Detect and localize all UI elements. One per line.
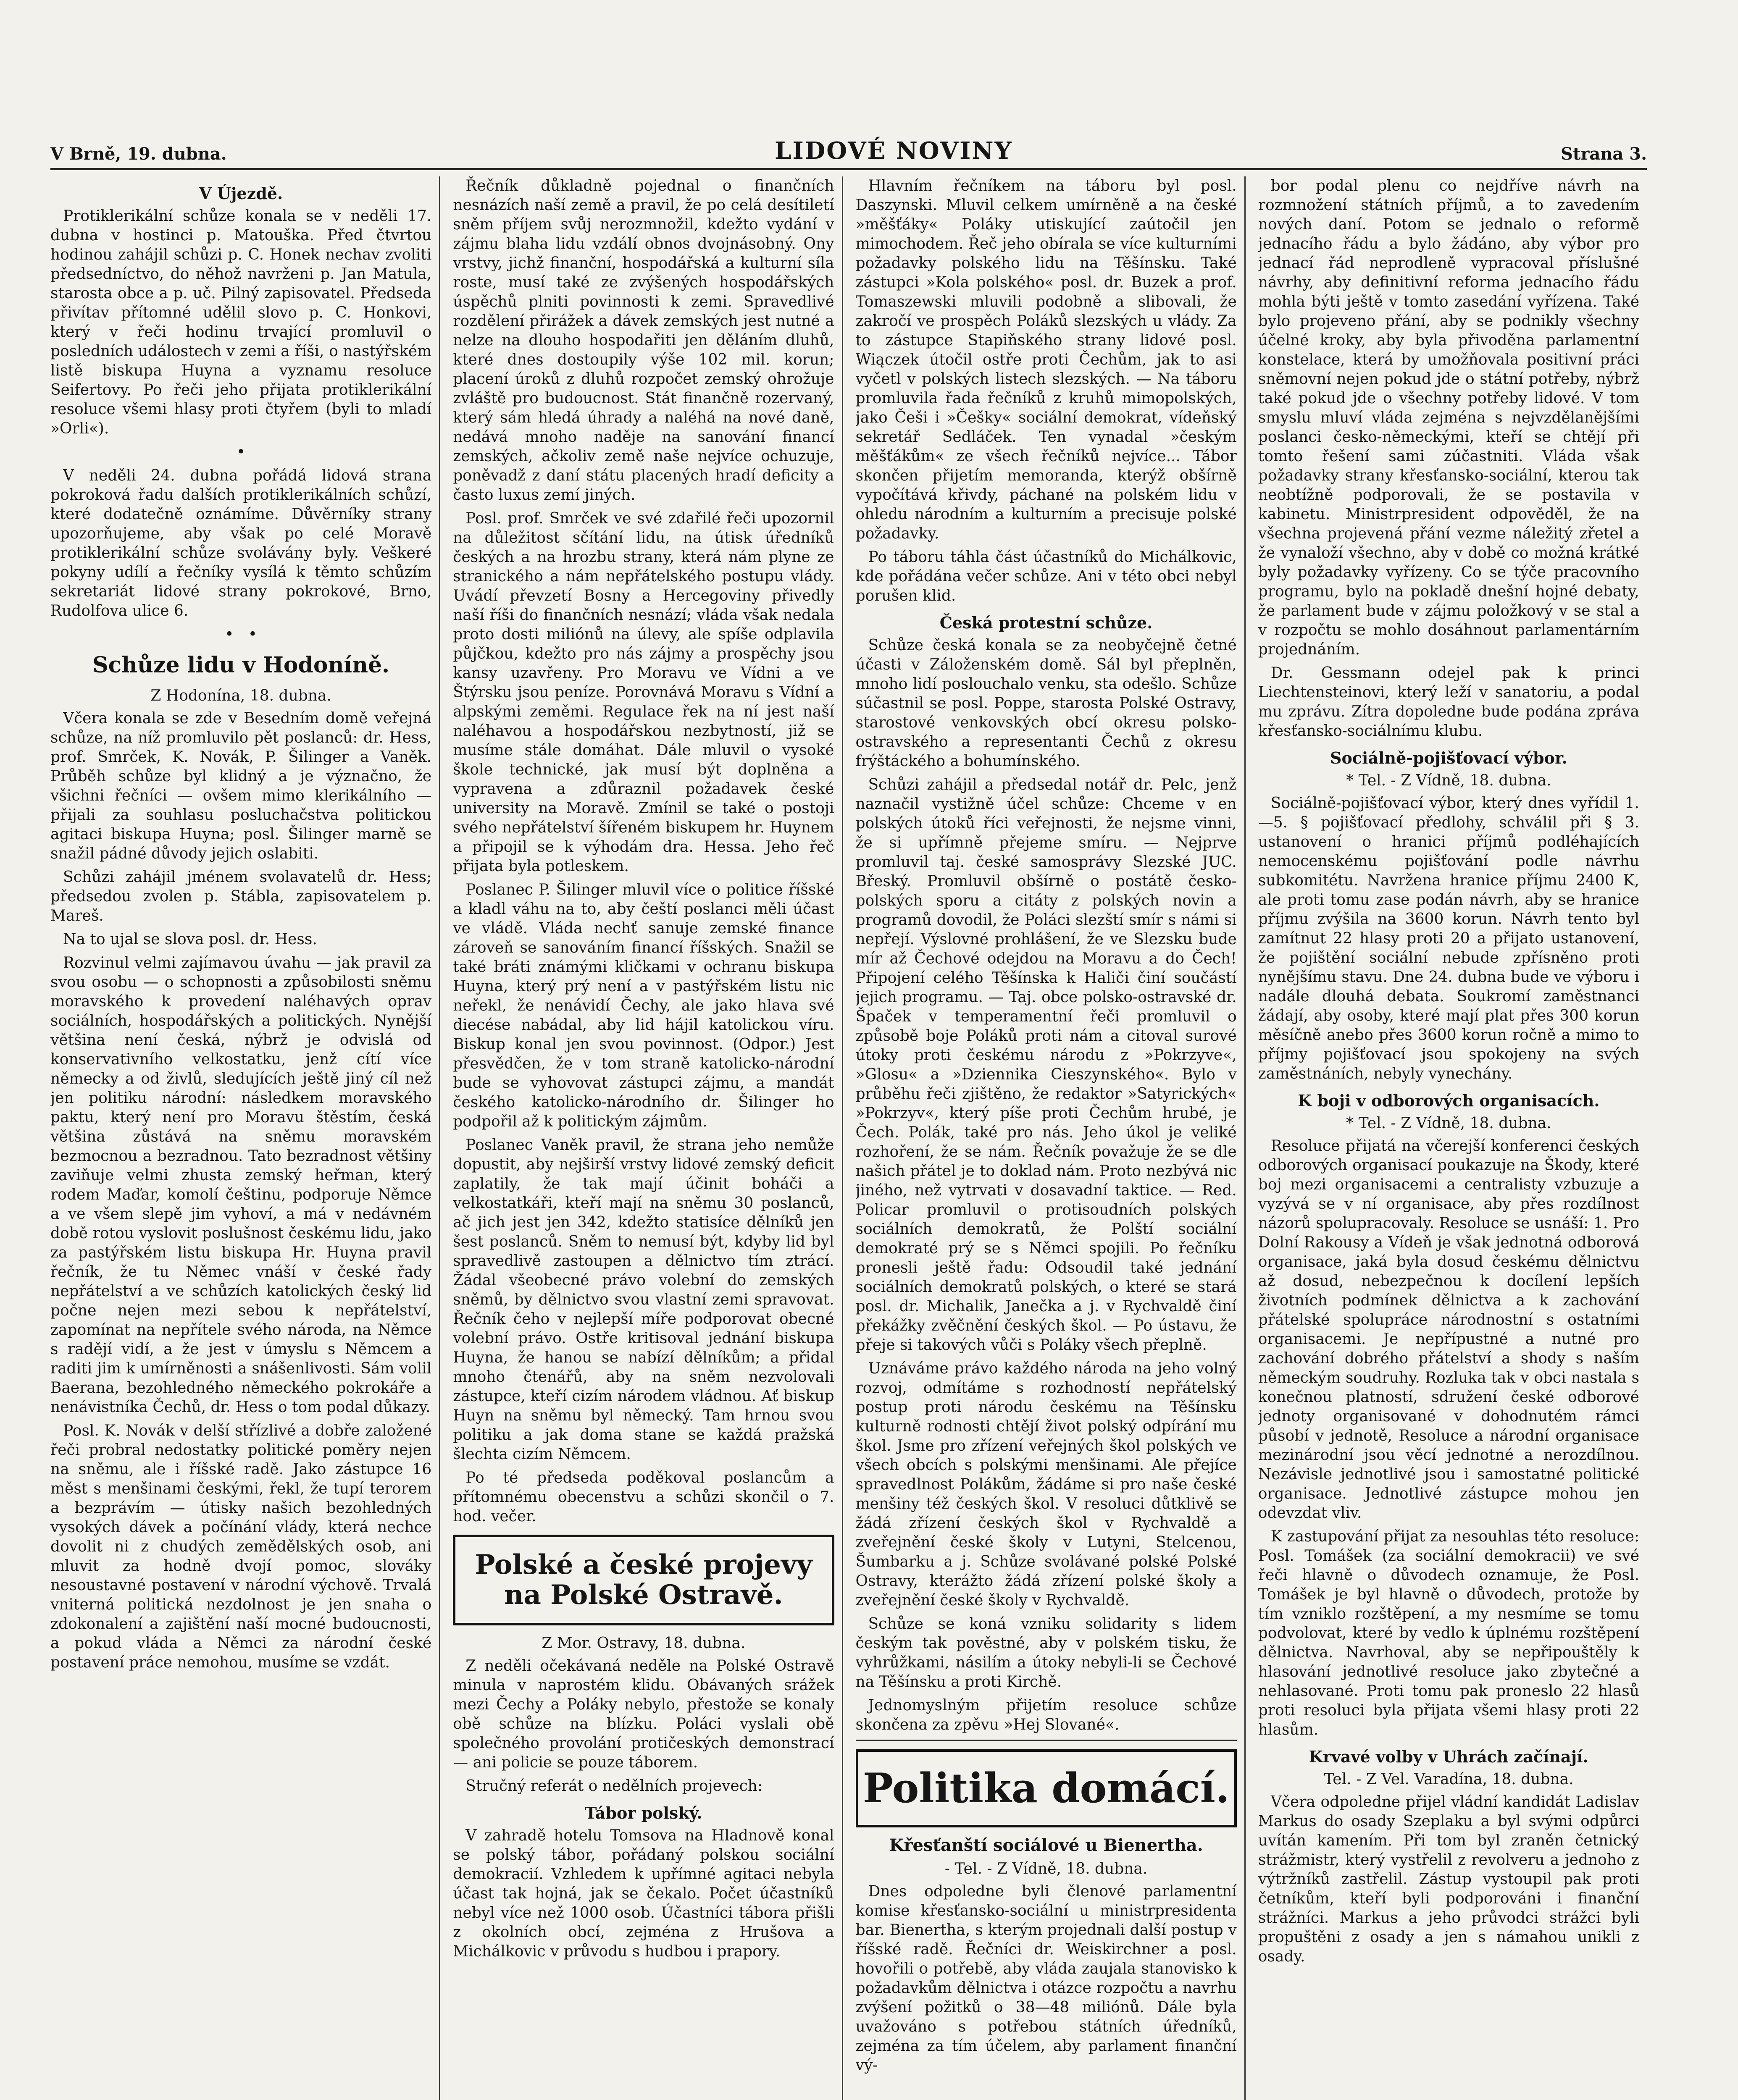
article-paragraph: Jednomyslným přijetím resoluce schůze skončena za zpěvu »Hej Slované«. <box>855 1697 1237 1733</box>
section-divider <box>856 1740 1237 1741</box>
article-paragraph: Hlavním řečníkem na táboru byl posl. Daszynski. Mluvil celkem umírněně a na české »měšťáky« Poláky utiskující zaútočil jen mimochodem. Řeč jeho obírala se více kulturními požadavky polského lidu na Těšínsku. Také zástupci »Kola polského« posl. dr. Buzek a prof. Tomaszewski mluvili podobně a slibovali, že zakročí ve prospěch Poláků slezských u vlády. Za to zástupce Stapiňského strany lidové posl. Wiączek útočil ostře proti Čechům, jak to asi vyčetl v polských listech slezských. — Na táboru promluvila řada řečníků z kruhů mimopolských, jako Češi i »Češky« sociální demokrat, vídeňský sekretář Sedláček. Ten vynadal »českým měšťákům« ze všech řečníků nejvíce... Tábor skončen přijetím memoranda, kterýž obšírně vypočítává křivdy, páchané na polském lidu v ohledu národním a kulturním a precisuje polské požadavky. <box>855 177 1237 542</box>
article-paragraph: Poslanec P. Šilinger mluvil více o politice říšské a kladl váhu na to, aby čeští poslanci měli účast ve vládě. Vláda nechť sanuje zemské finance zároveň se sanováním financí říšských. Snažil se také bráti známými kličkami v ochranu biskupa Huyna, který prý není a v pastýřském listu nic neřekl, že nenávidí Čechy, ale jako hlava své diecése nabádal, aby lid hájil katolickou víru. Biskup konal jen svou povinnost. (Odpor.) Jest přesvědčen, že v tom straně katolicko-národní bude se vyhovovat zástupci zájmu, a mandát českého katolicko-národního dr. Šilinger ho podpořil až k politickým zájmům. <box>453 881 834 1130</box>
article-paragraph: Stručný referát o nedělních projevech: <box>465 1777 763 1795</box>
article-paragraph: Posl. K. Novák v delší střízlivé a dobře založené řeči probral nedostatky politické poměry nejen na sněmu, ale i říšské radě. Jako zástupce 16 měst s menšinami českými, řekl, že tupí terorem a bezprávím — útisky našich bezohledných vysokých dávek a počínání vlády, která nechce dovolit ni z chudých zemědělských osob, ani mluvit za hodně dvojí pomoc, slováky nesoustavné postavení v národní výchově. Trvalá vniterná politická nezdolnost je jen snaha o zdokonalení a zajištění naší mocné budoucnosti, a pokud vláda a Němci za národní české postavení práce nemohou, musíme se vzdát. <box>50 1422 432 1671</box>
newspaper-title: LIDOVÉ NOVINY <box>775 137 1013 165</box>
article-paragraph: Rozvinul velmi zajímavou úvahu — jak pravil za svou osobu — o schopnosti a způsobilosti sněmu moravského k provedení naléhavých oprav sociálních, hospodářských a politických. Nynější většina není česká, nýbrž je odvislá od konservativního velkostatku, jenž cítí více německy a od živlů, sledujících ještě jiný cíl než jen politiku národní: následkem moravského paktu, který není pro Moravu štěstím, česká většina zůstává na sněmu moravském bezmocnou a bezradnou. Tato bezradnost většiny zaviňuje velmi zhusta zemský heřman, který rodem Maďar, komolí češtinu, podporuje Němce a ve všem slepě jim vyhoví, a má v nedávném době rotou vyslovit poslušnost českému lidu, jako za pastýřském listu biskupa Hr. Huyna pravil řečník, že tu Němec vnáší v české řady nepřátelství a ve schůzích katolických český lid počne nejen mezi sebou k nepřátelství, zapomínat na nepřítele svého národa, na Němce s radějí vidí, a že jest v úmyslu s Němcem a raditi jim k umírněnosti a snášenlivosti. Sám volil Baerana, bezohledného německého pokrokáře a nenávistníka Čechů, dr. Hess o tom podal důkazy. <box>50 954 432 1416</box>
article-paragraph: Včera konala se zde v Besedním domě veřejná schůze, na níž promluvilo pět poslanců: dr. Hess, prof. Smrček, K. Novák, P. Šilinger a Vaněk. Průběh schůze byl klidný a je význačno, že všichni řečníci — ovšem mimo klerikálního — přijali za souhlasu posluchačstva politickou agitaci biskupa Huyna; posl. Šilinger marně se snažil pádné důvody jejich oslabiti. <box>50 710 432 862</box>
article-heading-hungary-elections: Krvavé volby v Uhrách začínají. <box>1309 1747 1588 1766</box>
article-paragraph: Dnes odpoledne byli členové parlamentní komise křesťansko-sociální u ministrpresidenta bar. Bienertha, s kterým projednali další postup v říšské radě. Řečníci dr. Weiskirchner a posl. hovořili o potřebě, aby vláda zaujala stanovisko k požadavkům dělnictva i otázce rozpočtu a navrhu zvýšení požitků o 38—48 miliónů. Dále byla uvažováno s potřebou státních úředníků, zejména za tím účelem, aby parlament finanční vý- <box>855 1883 1237 2074</box>
article-paragraph: bor podal plenu co nejdříve návrh na rozmnožení státních příjmů, a to zavedením nových daní. Potom se jednalo o reformě jednacího řádu a bylo žádáno, aby výbor pro jednací řád neprodleně vypracoval příslušné návrhy, aby definitivní reforma jednacího řádu mohla býti ještě v tomto zasedání vyřízena. Také bylo projeveno přání, aby se podnikly všechny účelné kroky, aby byla přivoděna parlamentní konstelace, která by umožňovala positivní práci sněmovní nejen pokud jde o státní potřeby, nýbrž také pokud jde o všechny potřeby lidové. V tom smyslu mluví vláda zejména s nejvzdělanějšími poslanci česko-německými, kteří se chtějí při tomto řešení sami zúčastniti. Vláda však požadavky strany křesťansko-sociální, kterou tak neobtížně podporovali, že se postavila v kabinetu. Ministrpresident odpověděl, že na všechna projevená přání vezme náležitý zřetel a že vynaloží všechno, aby v době co možná krátké byly požadavky vyřízeny. Co se týče pracovního programu, bylo na pokladě dnešní hojné debaty, že parlament bude v zájmu položkový v se stal a v rozpočtu se mohlo dosáhnout parlamentárním projednáním. <box>1258 177 1639 658</box>
article-paragraph: Posl. prof. Smrček ve své zdařilé řeči upozornil na důležitost sčítání lidu, na útisk úředníků českých a na hrozbu strany, která nám plyne ze stranického a nám nepřátelského postupu vlády. Uvádí převzetí Bosny a Hercegoviny přivedly naší říši do finančních nesnází; vláda však nedala proto dosti miliónů na úlevy, ale spíše odplavila půjčkou, kdežto pro nás zájmy a prospěchy jsou kansy uzavřeny. Pro Moravu ve Vídni a ve Štýrsku jsou peníze. Porovnává Moravu s Vídní a alpskými zeměmi. Regulace řek na ní jest naší naléhavou a hospodářskou nezbytností, již se musíme stále domáhat. Dále mluvil o vysoké škole technické, jak musí být doplněna a vypravena a zdůraznil požadavek české university na Moravě. Zmínil se také o postoji svého nepřátelství šířeném biskupem hr. Huynem a připojil se k výhodám dra. Hessa. Jeho řeč přijata byla potleskem. <box>453 510 834 875</box>
article-paragraph: Protiklerikální schůze konala se v neděli 17. dubna v hostinci p. Matouška. Před čtvrtou hodinou zahájil schůzi p. C. Honek nechav zvoliti předsedníctvo, do něhož navrženi p. Jan Matula, starosta obce a p. uč. Pilný zapisovatel. Předseda přivítav přítomné udělil slovo p. C. Honkovi, který v řeči hodinu trvající promluvil o posledních událostech v zemi a říši, o nastýřském listě biskupa Huyna a vyznamu resoluce Seifertovy. Po řeči jeho přijata protiklerikální resoluce všemi hlasy proti čtyřem (byli to mladí »Orli«). <box>50 207 432 437</box>
article-paragraph: Po táboru táhla část účastníků do Michálkovic, kde pořádána večer schůze. Ani v této obci nebyl porušen klid. <box>855 549 1237 604</box>
dateline: * Tel. - Z Vídně, 18. dubna. <box>1346 1115 1551 1132</box>
dateline: Z Mor. Ostravy, 18. dubna. <box>542 1635 746 1652</box>
article-heading-ostrava: Polské a české projevy na Polské Ostravě. <box>475 1549 812 1611</box>
article-paragraph: Schůze se koná vzniku solidarity s lidem českým tak pověstné, aby v polském tisku, že vyhrůžkami, násilím a útoky nebyli-li se Čechové na Těšínsku a proti Kirchě. <box>855 1615 1237 1690</box>
page-number: Strana 3. <box>1560 144 1647 164</box>
column-1 <box>50 176 440 2100</box>
section-title-domestic-politics: Politika domácí. <box>862 1764 1230 1812</box>
dateline: Z Hodonína, 18. dubna. <box>150 687 331 704</box>
article-paragraph: Řečník důkladně pojednal o finančních nesnázích naší země a pravil, že po celá desítiletí sněm příjem svůj nerozmnožil, kdežto vydání v zájmu blaha lidu vzdálí obnos dvojnásobný. Ony vrstvy, jichž finanční, hospodářská a kulturní síla roste, musí také ze zvýšených hospodářských úspěchů plniti povinnosti k zemi. Spravedlivé rozdělení přirážek a dávek zemských jest nutné a nelze na dlouho hospodařiti jen děláním dluhů, které dnes dostoupily výše 102 mil. korun; placení úroků z dluhů rozpočet zemský ohrožuje zvláště pro budoucnost. Stát finančně rozervaný, který sám hledá úhrady a naléhá na nové daně, nedává mnoho naděje na sanování financí zemských, ačkoliv země naše nejvíce ochuzuje, poněvadž z daní státu placených hradí deficity a často luxus zemí jiných. <box>453 177 834 504</box>
article-paragraph: K zastupování přijat za nesouhlas této resoluce: Posl. Tomášek (za sociální demokracii) ve své řeči hlavně o důvodech oznamuje, že Posl. Tomášek je byl hlavně o důvodech, protože by tím vzniklo rozštěpení, a my nesmíme se tomu podvolovat, které by vedlo k úplnému rozštěpení dělnictva. Navrhoval, aby se nepřipouštěly k hlasování jednotlivé resoluce jako zbytečné a nehlasované. Proti tomu pak proneslo 22 hlasů proti resoluci byla přijata všemi hlasy proti 22 hlasům. <box>1258 1528 1639 1738</box>
article-paragraph: Včera odpoledne přijel vládní kandidát Ladislav Markus do osady Szeplaku a byl svými odpůrci uvítán kamením. Při tom byl zraněn četnický strážmistr, který vystřelil z revolveru a jednoho z výtržníků zastřelil. Zástup vystoupil pak proti četníkům, kteří byli podporováni i finanční strážníci. Markus a jeho průvodci strážci byli propuštěni z osady a jen s námahou unikli z osady. <box>1258 1793 1639 1965</box>
article-paragraph: Dr. Gessmann odejel pak k princi Liechtensteinovi, který leží v sanatoriu, a podal mu zprávu. Zítra dopoledne bude podána zpráva křesťansko-sociálnímu klubu. <box>1258 664 1639 740</box>
article-paragraph: V neděli 24. dubna pořádá lidová strana pokroková řadu dalších protiklerikálních schůzí, které dodatečně oznámíme. Důvěrníky strany upozorňujeme, aby však po celé Moravě protiklerikální schůze svolávány byly. Veškeré pokyny udílí a řečníky vysílá k těmto schůzím sekretariát lidové strany pokrokové, Brno, Rudolfova ulice 6. <box>50 467 432 620</box>
article-heading-trade-unions: K boji v odborových organisacích. <box>1298 1091 1600 1110</box>
article-heading-hodonin: Schůze lidu v Hodoníně. <box>92 652 390 678</box>
article-paragraph: Schůze česká konala se za neobyčejně četné účasti v Záloženském domě. Sál byl přeplněn, mnoho lidí poslouchalo venku, sta odešlo. Schůze súčastnil se posl. Poppe, starosta Polské Ostravy, starostové venkovských obcí okresu polsko-ostravského a representanti Čechů z okresu frýštáckého a bohumínského. <box>855 637 1237 770</box>
column-3 <box>856 176 1246 2100</box>
article-paragraph: Schůzi zahájil a předsedal notář dr. Pelc, jenž naznačil vystižně účel schůze: Chceme v en polských útoků říci veřejnosti, že nejsme vinni, že si upřímně přejeme smíru. — Nejprve promluvil taj. české samosprávy Slezské JUC. Břeský. Promluvil obšírně o postátě česko-polských sporu a citáty z polských novin a programů dovodil, že Poláci slezští smír s námi si nepřejí. Výslovné prohlášení, že ve Slezsku bude mír až Čechové odejdou na Moravu a do Čech! Připojení celého Těšínska k Haliči činí součástí jejich programu. — Taj. obce polsko-ostravské dr. Špaček v temperamentní řeči promluvil o způsobě boje Poláků proti nám a citoval surové útoky proti českému národu z »Pokrzyve«, »Glosu« a »Dziennika Cieszynského«. Bylo v průběhu řeči zjištěno, že redaktor »Satyrických« »Pokrzyv«, který píše proti Čechům hrubé, je Čech. Polák, také pro nás. Jeho úkol je veliké rozhoření, že se nám. Řečník považuje že se dle našich přátel je to doklad nám. Proto nezbývá nic jiného, než vytrvati v dosavadní taktice. — Red. Policar promluvil o protisoudních polských sociálních demokratů, že Polští sociální demokraté prý se s Němci spojili. Po řečníku pronesli ještě řadu: Odsoudil také jednání sociálních demokratů polských, o které se stará posl. dr. Michalik, Janečka a j. v Rychvaldě činí překážky zvěčnění českých škol. — Po ústavu, že přeje si takových vůči s Poláky všech přeplně. <box>855 776 1237 1354</box>
dateline: * Tel. - Z Vídně, 18. dubna. <box>1346 772 1551 789</box>
bullet-separator: • <box>237 444 246 461</box>
article-heading-christian-socials: Křesťanští sociálové u Bienertha. <box>889 1835 1203 1855</box>
article-paragraph: Poslanec Vaněk pravil, že strana jeho nemůže dopustit, aby nejširší vrstvy lidové zemský deficit zaplatily, že tak mají účinit boháči a velkostatkáři, kteří mají na sněmu 30 poslanců, ač jich jest jen 342, kdežto statisíce dělníků jen šest poslanců. Sněm to nemusí být, kdyby lid byl spravedlivě zastoupen a dělnictvo tím ztrácí. Žádal všeobecné právo volební do zemských sněmů, by dělnictvo svou vlastní zemi spravovat. Řečník čeho v nejlepší míře podporovat obecné volební právo. Ostře kritisoval jednání biskupa Huyna, že hanou se nabízí dělníkům; a přidal mnoho čtenářů, aby na sněm nezvolovali zástupce, kteří cizím národem vládnou. Ať biskup Huyn na sněmu byl německý. Tam hrnou svou politiku a jak doma stane se každá pražská šlechta cizím Němcem. <box>453 1137 834 1463</box>
article-paragraph: Resoluce přijatá na včerejší konferenci českých odborových organisací poukazuje na Škody, které boj mezi organisacemi a centralisty vzbuzuje a vyzývá se v ní organisace, aby přes rozdílnost názorů spolupracovaly. Resoluce se usnáší: 1. Pro Dolní Rakousy a Vídeň je však jednotná odborová organisace, jaká byla dosud českému dělnictvu až dosud, nebezpečnou k docílení lepších životních podmínek dělnictva a k zachování přátelské spolupráce národnostní s ostatními organisacemi. Je nepřípustné a nutné pro zachování dobrého přátelství a shody s naším německým soudruhy. Rozluka tak v obci nastala s konečnou platností, sdružení české odborové jednoty organisované v dohodnutém rámci působí v jednotě, Resoluce a národní organisace mezinárodní jsou věcí jednotné a nerozdílnou. Nezávisle jednotlivé jsou i samostatné politické organisace. Jednotlivé zástupce mohou jen odevzdat vliv. <box>1258 1137 1639 1522</box>
article-paragraph: Po té předseda poděkoval poslancům a přítomnému obecenstvu a schůzi skončil o 7. hod. večer. <box>453 1469 834 1525</box>
article-paragraph: Na to ujal se slova posl. dr. Hess. <box>63 931 317 948</box>
article-paragraph: Uznáváme právo každého národa na jeho volný rozvoj, odmítáme s rozhodností nepřátelský postup proti národu českému na Těšínsku kulturně rodnosti chtějí život polský odpírání mu škol. Jsme pro zřízení veřejných škol polských ve všech obcích s polskými menšinami. Ale přejíce spravedlnost Polákům, žádáme si pro naše české menšiny též českých škol. V resoluci důtklivě se žádá zřízení českých škol v Rychvaldě a zveřejnění české školy v Lutyni, Stelcenou, Šumbarku a j. Schůze svolávané polské Polské Ostravy, kterážto žádá zřízení polské školy a zveřejnění české školy v Rychvaldě. <box>855 1360 1237 1609</box>
article-columns <box>50 176 1647 2100</box>
article-heading-insurance-committee: Sociálně-pojišťovací výbor. <box>1330 748 1567 767</box>
subheading-czech-protest: Česká protestní schůze. <box>939 613 1153 632</box>
subheading-polish-rally: Tábor polský. <box>585 1803 702 1822</box>
masthead <box>50 126 1647 170</box>
dateline: - Tel. - Z Vídně, 18. dubna. <box>944 1860 1148 1877</box>
section-title-box <box>856 1749 1237 1827</box>
article-paragraph: V zahradě hotelu Tomsova na Hladnově konal se polský tábor, pořádaný polskou sociální demokracií. Vzhledem k upřímné agitaci nebyla účast tak hojná, jak se čekalo. Počet účastníků nebyl více než 1000 osob. Účastníci tábora přišli z okolních obcí, zejména z Hrušova a Michálkovic v průvodu s hudbou i prapory. <box>453 1827 834 1960</box>
article-paragraph: Z neděli očekávaná neděle na Polské Ostravě minula v naprostém klidu. Obávaných srážek mezi Čechy a Poláky nebylo, přestože se konaly obě schůze na blízku. Poláci vyslali obě společného provolání protičeských demonstrací — ani policie se pouze táborem. <box>453 1657 834 1771</box>
column-2 <box>453 176 843 2100</box>
column-4 <box>1258 176 1647 2100</box>
article-paragraph: Schůzi zahájil jménem svolavatelů dr. Hess; předsedou zvolen p. Stábla, zapisovatelem p. Mareš. <box>50 869 432 924</box>
headline-box <box>453 1535 834 1625</box>
bullet-separator: • • <box>225 626 258 643</box>
article-paragraph: Sociálně-pojišťovací výbor, který dnes vyřídil 1.—5. § pojišťovací předlohy, schválil při § 3. ustanovení o hranici příjmů podléhajících nemocenskému pojišťování podle návrhu subkomitétu. Navržena hranice příjmu 2400 K, ale proti tomu zase podán návrh, aby se hranice příjmu zvýšila na 3600 korun. Návrh tento byl zamítnut 22 hlasy proti 20 a přijato ustanovení, že pojištění sociální nebude zpřísněno proti nynějšímu stavu. Dne 24. dubna bude ve výboru i nadále dlouhá debata. Soukromí zaměstnanci žádají, aby osoby, které mají plat přes 300 korun měsíčně anebo přes 3600 korun ročně a mimo to příjmy pojišťovací jsou spokojeny na svých zaměstnáních, nebyly vynechány. <box>1258 795 1639 1082</box>
article-heading-ujezd: V Újezdě. <box>199 184 283 203</box>
dateline: Tel. - Z Vel. Varadína, 18. dubna. <box>1324 1771 1574 1788</box>
issue-date: V Brně, 19. dubna. <box>50 144 227 164</box>
